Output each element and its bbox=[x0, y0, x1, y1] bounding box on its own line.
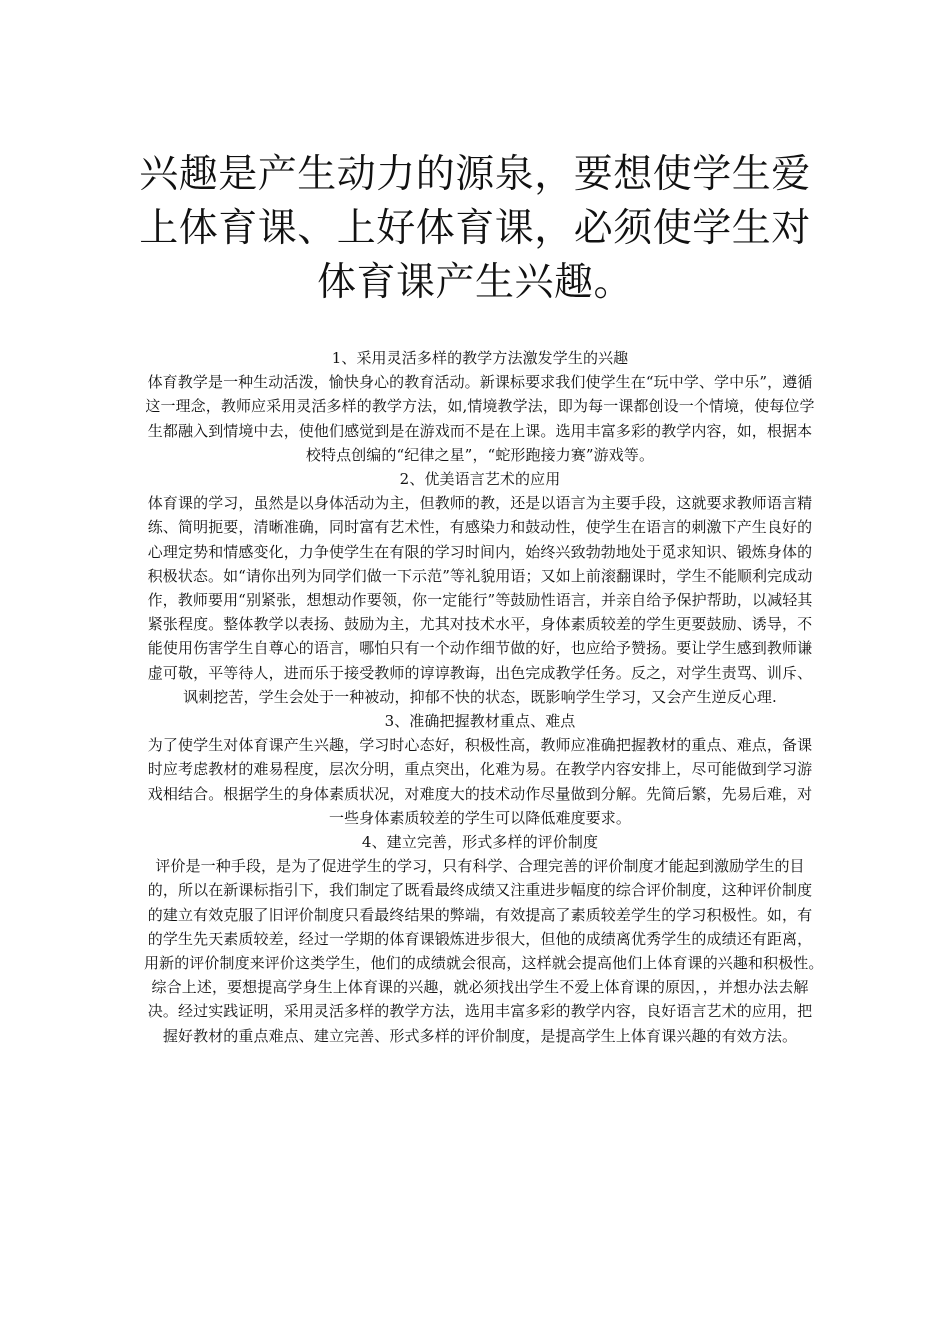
section-text-3: 为了使学生对体育课产生兴趣，学习时心态好，积极性高，教师应准确把握教材的重点、难点，备课时应考虑教材的难易程度，层次分明，重点突出，化难为易。在教学内容安排上，尽可能做到学习游戏相结合。根据学生的身体素质状况，对难度大的技术动作尽量做到分解。先简后繁，先易后难，对一些身体素质较差的学生可以降低难度要求。 bbox=[147, 736, 813, 827]
section-heading-4: 4、建立完善，形式多样的评价制度 bbox=[361, 833, 599, 852]
section-heading-2: 2、优美语言艺术的应用 bbox=[399, 470, 561, 489]
document-title: 兴趣是产生动力的源泉，要想使学生爱上体育课、上好体育课，必须使学生对体育课产生兴趣。 bbox=[139, 152, 811, 305]
document-body bbox=[144, 346, 847, 1048]
section-text-2: 体育课的学习，虽然是以身体活动为主，但教师的教，还是以语言为主要手段，这就要求教师语言精练、简明扼要，清晰准确，同时富有艺术性，有感染力和鼓动性，使学生在语言的刺激下产生良好的心理定势和情感变化，力争使学生在有限的学习时间内，始终兴致勃勃地处于觅求知识、锻炼身体的积极状态。如“请你出列为同学们做一下示范”等礼貌用语；又如上前滚翻课时，学生不能顺利完成动作，教师要用“别紧张，想想动作要领，你一定能行”等鼓励性语言，并亲自给予保护帮助，以减轻其紧张程度。整体教学以表扬、鼓励为主，尤其对技术水平，身体素质较差的学生更要鼓励、诱导，不能使用伤害学生自尊心的语言，哪怕只有一个动作细节做的好，也应给予赞扬。要让学生感到教师谦虚可敬，平等待人，进而乐于接受教师的谆谆教诲，出色完成教学任务。反之，对学生责骂、训斥、讽刺挖苦，学生会处于一种被动，抑郁不快的状态，既影响学生学习，又会产生逆反心理. bbox=[147, 494, 813, 706]
section-text-4: 评价是一种手段，是为了促进学生的学习，只有科学、合理完善的评价制度才能起到激励学生的目的，所以在新课标指引下，我们制定了既看最终成绩又注重进步幅度的综合评价制度，这种评价制度的建立有效克服了旧评价制度只看最终结果的弊端，有效提高了素质较差学生的学习积极性。如，有的学生先天素质较差，经过一学期的体育课锻炼进步很大，但他的成绩离优秀学生的成绩还有距离，用新的评价制度来评价这类学生，他们的成绩就会很高，这样就会提高他们上体育课的兴趣和积极性。 综合上述，要想提高学身生上体育课的兴趣，就必须找出学生不爱上体育课的原因，，并想办法去解决。经过实践证明，采用灵活多样的教学方法，选用丰富多彩的教学内容，良好语言艺术的应用，把握好教材的重点难点、建立完善、形式多样的评价制度，是提高学生上体育课兴趣的有效方法。 bbox=[144, 857, 847, 1045]
section-text-1: 体育教学是一种生动活泼，愉快身心的教育活动。新课标要求我们使学生在“玩中学、学中乐”，遵循这一理念，教师应采用灵活多样的教学方法，如,情境教学法，即为每一课都创设一个情境，使每位学生都融入到情境中去，使他们感觉到是在游戏而不是在上课。选用丰富多彩的教学内容，如，根据本校特点创编的“纪律之星”，“蛇形跑接力赛”游戏等。 bbox=[145, 373, 815, 464]
section-heading-3: 3、准确把握教材重点、难点 bbox=[384, 712, 576, 731]
section-heading-1: 1、采用灵活多样的教学方法激发学生的兴趣 bbox=[331, 349, 629, 367]
